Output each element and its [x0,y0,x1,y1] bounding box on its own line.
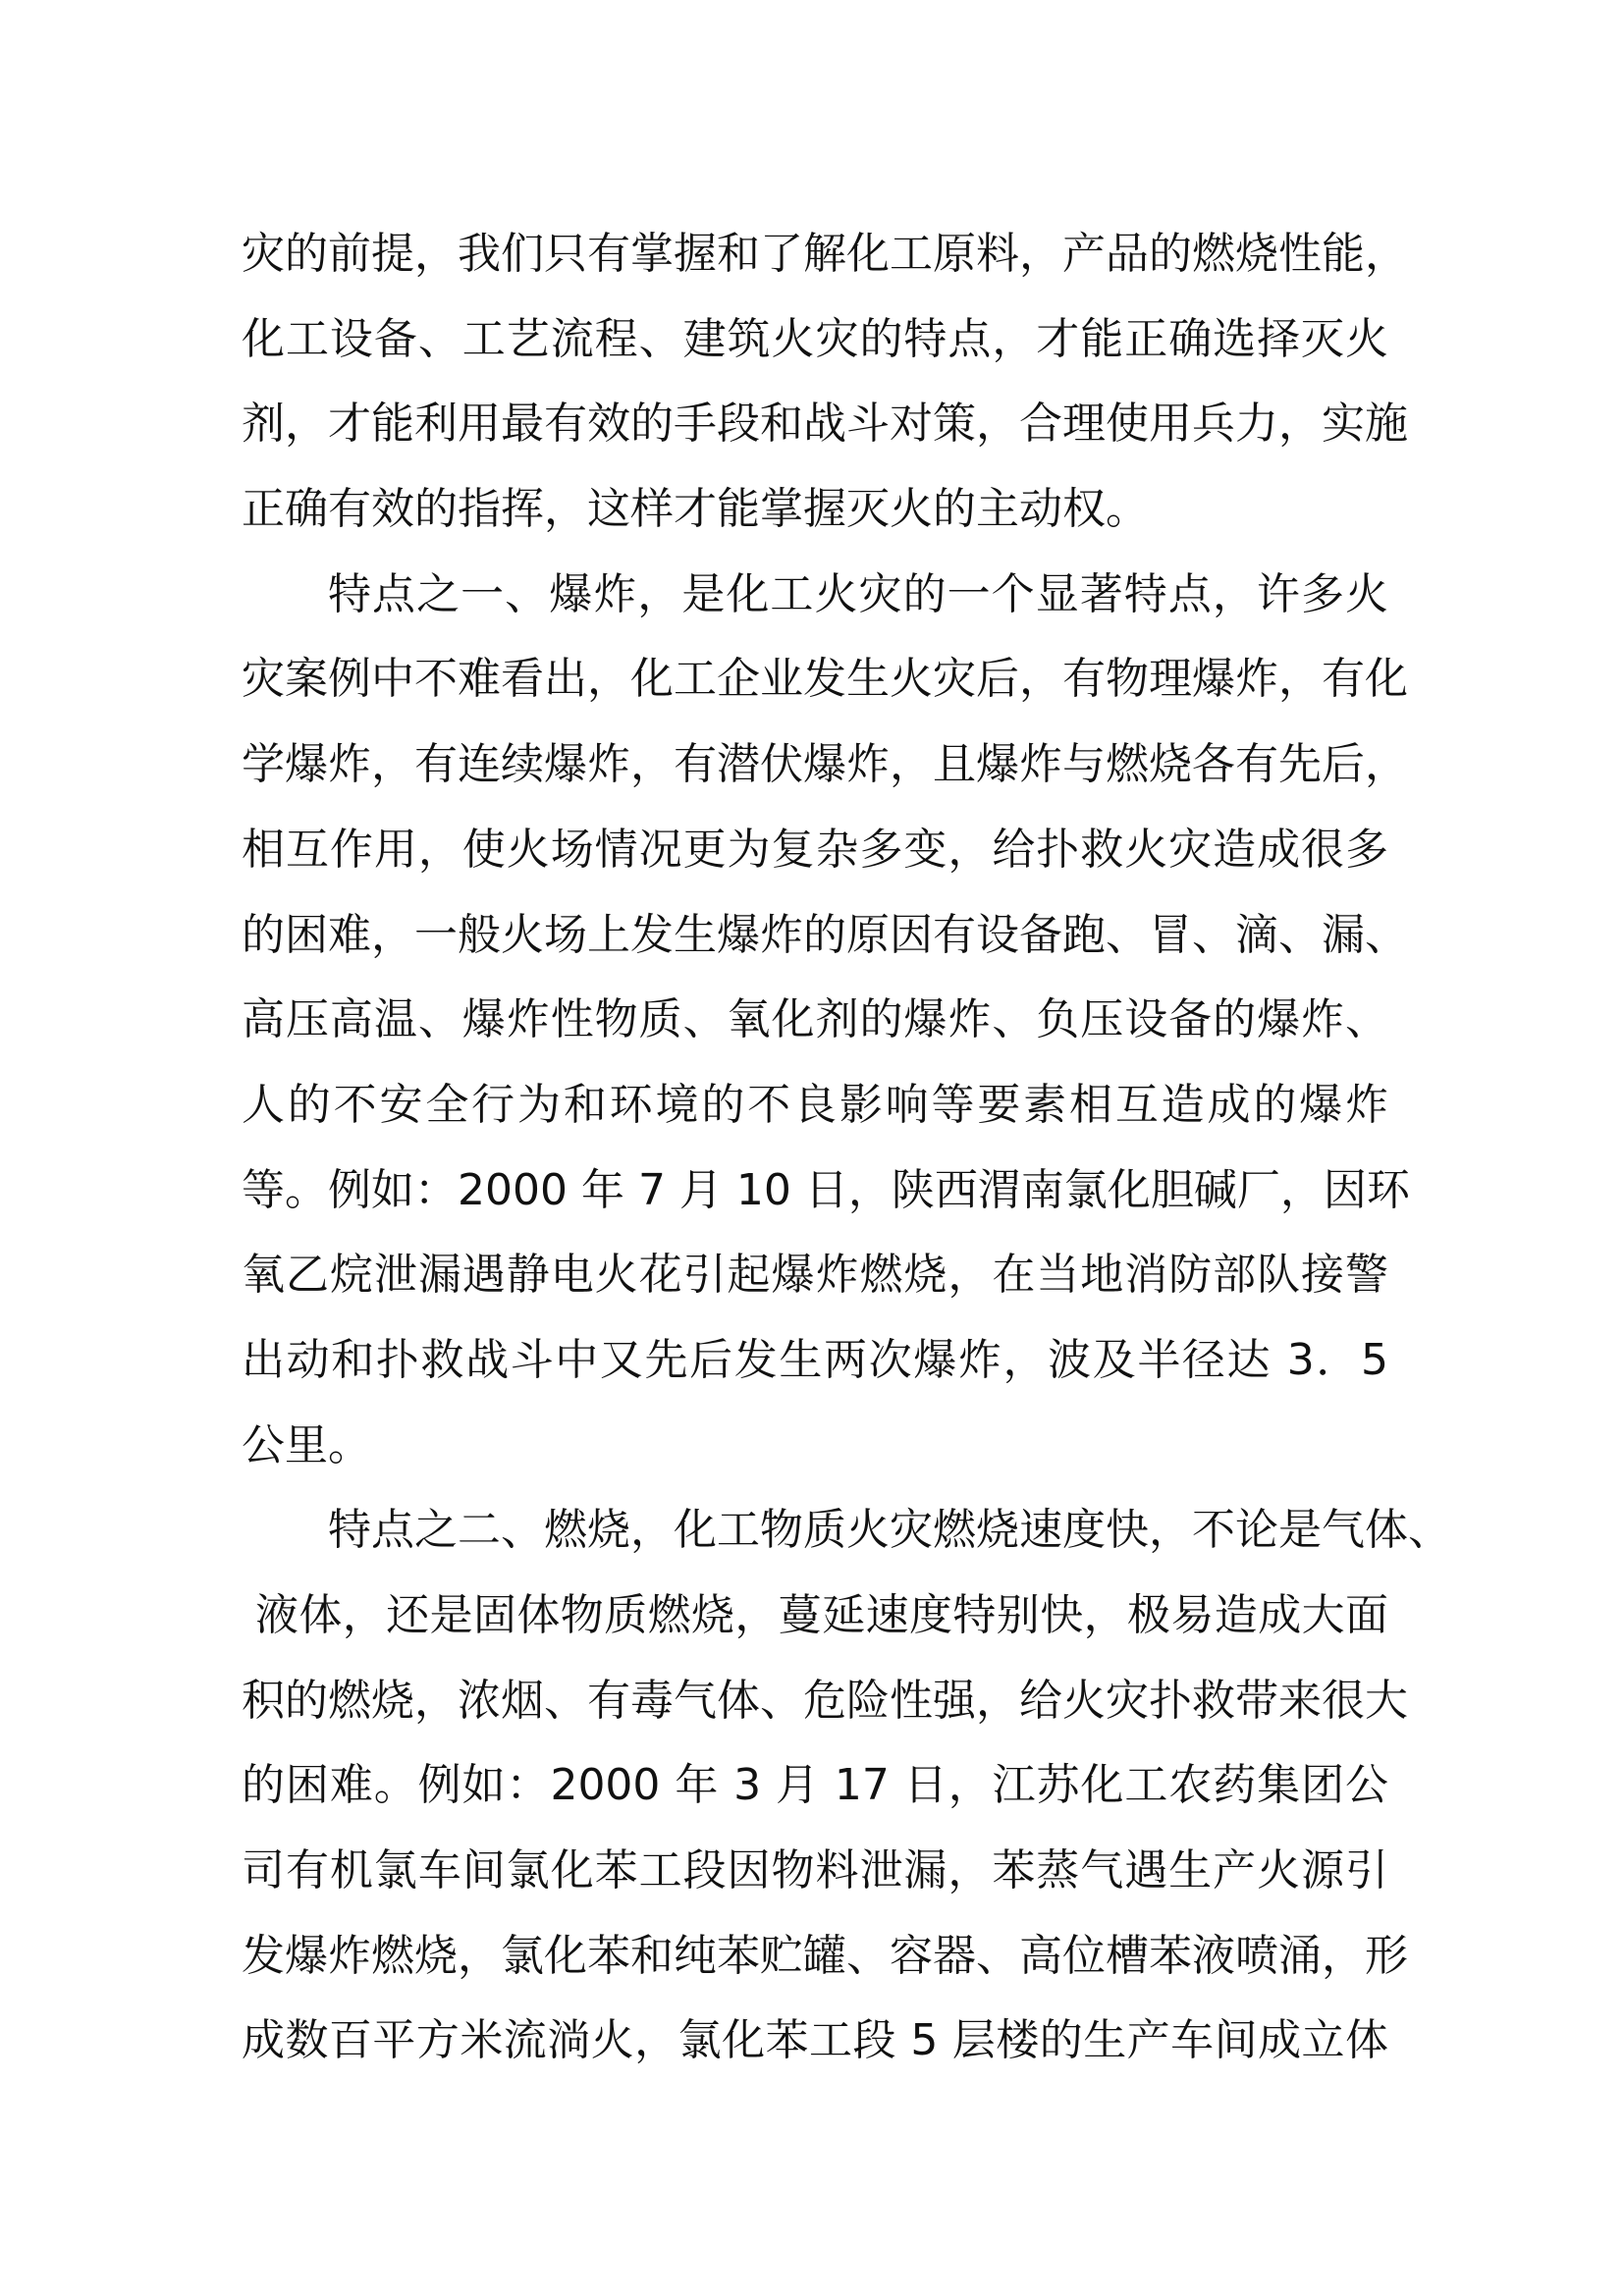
text-line: 的困难，一般火场上发生爆炸的原因有设备跑、冒、滴、漏、 [242,909,1408,960]
text-line: 正确有效的指挥，这样才能掌握灭火的主动权。 [242,484,1149,535]
text-line: 发爆炸燃烧，氯化苯和纯苯贮罐、容器、高位槽苯液喷涌，形 [242,1930,1408,1981]
text-line: 积的燃烧，浓烟、有毒气体、危险性强，给火灾扑救带来很大 [242,1675,1408,1726]
text-line: 高压高温、爆炸性物质、氧化剂的爆炸、负压设备的爆炸、 [242,994,1388,1045]
text-line: 司有机氯车间氯化苯工段因物料泄漏，苯蒸气遇生产火源引 [242,1845,1388,1896]
paragraph-1 [242,212,1408,553]
paragraph-3 [242,1488,1451,2084]
text-line: 成数百平方米流淌火，氯化苯工段 5 层楼的生产车间成立体 [242,2015,1388,2066]
text-line: 灾的前提，我们只有掌握和了解化工原料，产品的燃烧性能， [242,229,1408,279]
text-line: 人的不安全行为和环境的不良影响等要素相互造成的爆炸 [242,1079,1388,1130]
text-line: 剂，才能利用最有效的手段和战斗对策，合理使用兵力，实施 [242,399,1408,450]
text-line: 等。例如：2000 年 7 月 10 日，陕西渭南氯化胆碱厂，因环 [242,1164,1410,1215]
text-line: 学爆炸，有连续爆炸，有潜伏爆炸，且爆炸与燃烧各有先后， [242,739,1408,790]
text-line: 灾案例中不难看出，化工企业发生火灾后，有物理爆炸，有化 [242,654,1408,705]
paragraph-2 [242,553,1410,1489]
text-line: 出动和扑救战斗中又先后发生两次爆炸，波及半径达 3．5 [242,1334,1388,1385]
text-line: 特点之一、爆炸，是化工火灾的一个显著特点，许多火 [328,568,1388,619]
text-line: 特点之二、燃烧，化工物质火灾燃烧速度快，不论是气体、 [328,1505,1451,1556]
text-line: 的困难。例如：2000 年 3 月 17 日，江苏化工农药集团公 [242,1760,1388,1811]
text-line: 化工设备、工艺流程、建筑火灾的特点，才能正确选择灭火 [242,313,1388,364]
text-line: 液体，还是固体物质燃烧，蔓延速度特别快，极易造成大面 [255,1590,1388,1640]
text-line: 公里。 [242,1419,371,1470]
text-line: 相互作用，使火场情况更为复杂多变，给扑救火灾造成很多 [242,824,1388,875]
text-line: 氧乙烷泄漏遇静电火花引起爆炸燃烧，在当地消防部队接警 [242,1250,1388,1301]
document-page [242,212,1451,2084]
